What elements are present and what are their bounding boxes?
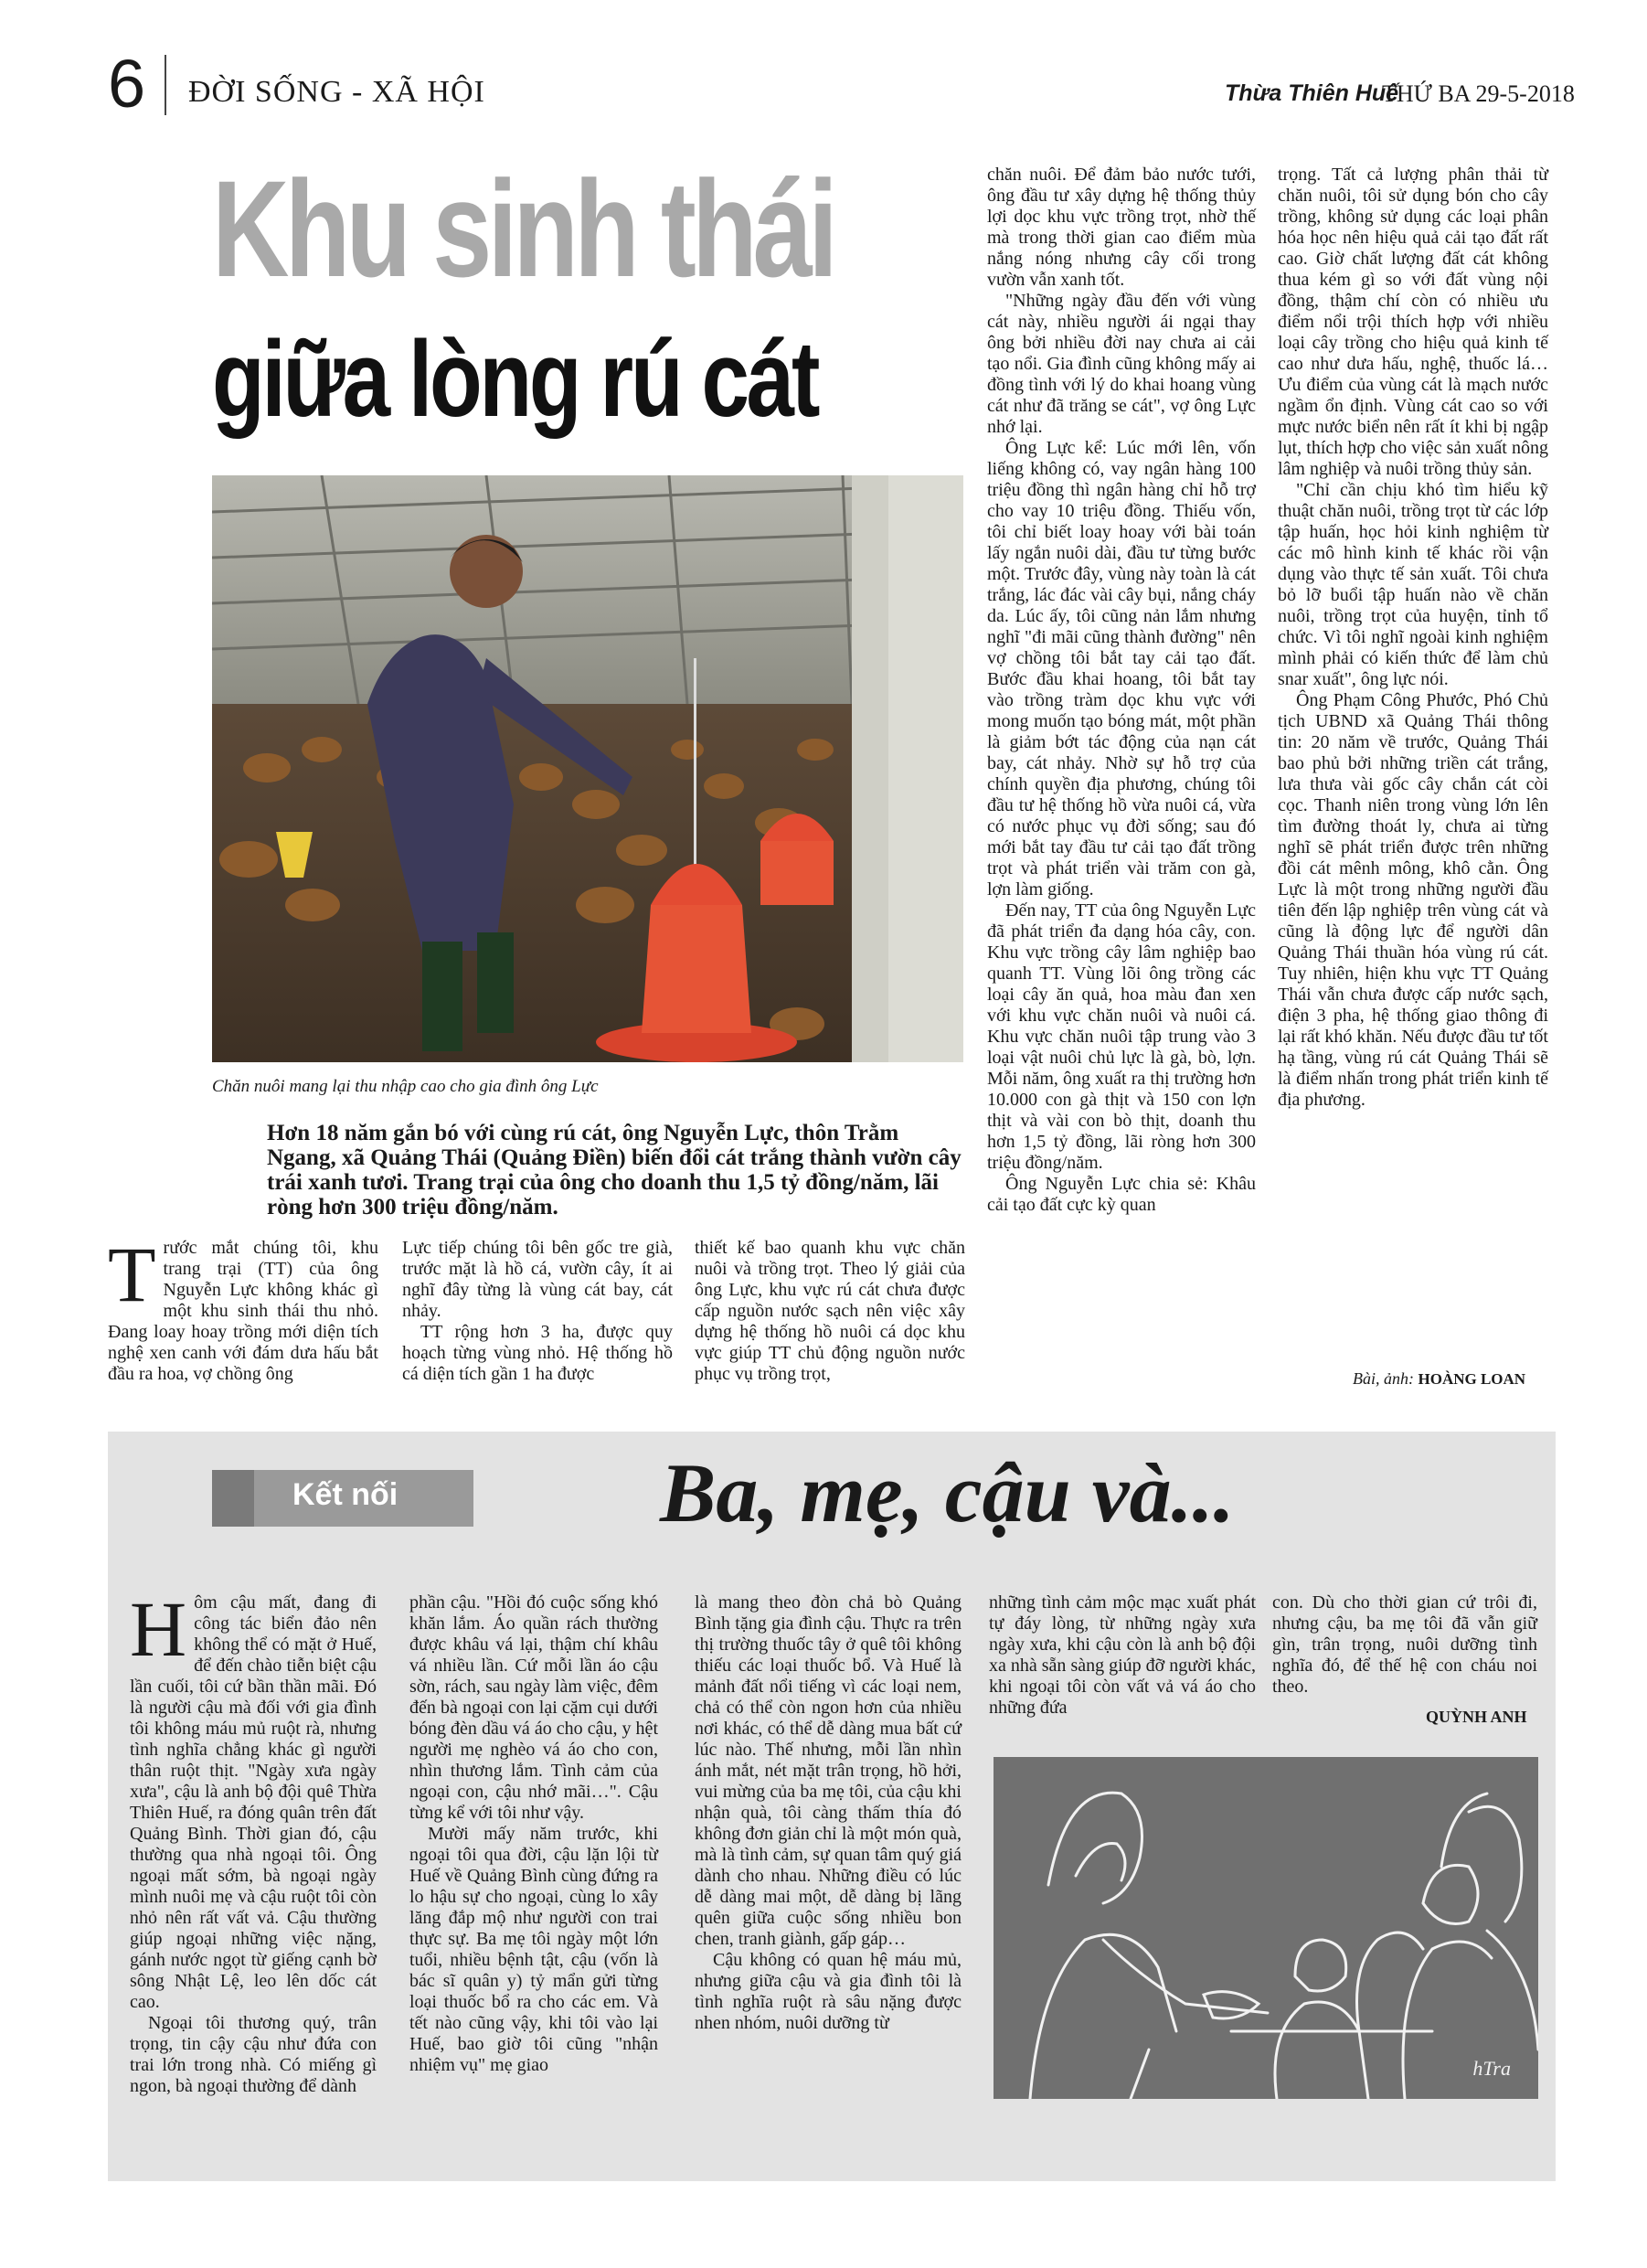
byline-prefix: Bài, ảnh:: [1353, 1369, 1414, 1388]
chicken-farm-photo: [212, 475, 963, 1062]
paragraph: chăn nuôi. Để đảm bảo nước tưới, ông đầu tư xây dựng hệ thống thủy lợi dọc khu vực trồng trọt, nhờ thế mà trong thời gian cao điểm mùa nắng nóng nhưng cây cối trong vườn vẫn xanh tốt.: [987, 165, 1256, 290]
newspaper-name: Thừa Thiên Huế: [1225, 80, 1399, 106]
essay-column-5: [1272, 1592, 1537, 1698]
section-tag-accent: [212, 1470, 254, 1527]
paragraph: Mười mấy năm trước, khi ngoại tôi qua đời, cậu lặn lội từ Huế về Quảng Bình cùng đứng ra lo hậu sự cho ngoại, cùng lo xây lăng đắp mộ như người con trai thực sự. Ba mẹ tôi ngày một lớn tuổi, nhiều bệnh tật, cậu (vốn là bác sĩ quân y) tỷ mẩn gửi từng loại thuốc bổ ra cho các em. Và tết nào cũng vậy, khi tôi vào lại Huế, bao giờ tôi cũng "nhận nhiệm vụ" mẹ giao: [409, 1824, 658, 2075]
photo-caption: Chăn nuôi mang lại thu nhập cao cho gia đình ông Lực: [212, 1077, 599, 1096]
family-line-illustration: [994, 1757, 1538, 2099]
line-drawing: [994, 1757, 1538, 2099]
paragraph: Lực tiếp chúng tôi bên gốc tre già, trước mặt là hồ cá, vườn cây, ít ai nghĩ đây từng là vùng cát bay, cát nhảy.: [402, 1238, 673, 1321]
essay-column-2: [409, 1592, 658, 2076]
article-column-3: [695, 1238, 965, 1385]
paragraph: phần cậu. "Hồi đó cuộc sống khó khăn lắm. Áo quần rách thường được khâu vá lại, thậm chí khâu vá nhiều lần. Cứ mỗi lần áo cậu sờn, rách, sau ngày làm việc, đêm đến bà ngoại con lại cặm cụi dưới bóng đèn dầu vá áo cho cậu, y hệt người mẹ nghèo vá áo cho con, nhìn thương lắm. Tình cảm của ngoại con, cậu nhớ mãi…". Cậu từng kể với tôi như vậy.: [409, 1592, 658, 1823]
paragraph: Ông Lực kể: Lúc mới lên, vốn liếng không có, vay ngân hàng 100 triệu đồng thì ngân hàng chỉ hỗ trợ cho vay 10 triệu đồng. Thiếu vốn, tôi chỉ biết loay hoay với bài toán lấy ngắn nuôi dài, đầu tư từng bước một. Trước đây, vùng này toàn là cát trắng, lác đác vài cây bụi, nắng cháy da. Lúc ấy, tôi cũng nản lắm nhưng nghĩ "đi mãi cũng thành đường" nên vợ chồng tôi bắt tay cải tạo đất. Bước đầu khai hoang, tôi bắt tay vào trồng tràm dọc khu vực với mong muốn tạo bóng mát, một phần là giảm bớt tác động của nạn cát bay, cát nhảy. Nhờ sự hỗ trợ của chính quyền địa phương, chúng tôi đầu tư hệ thống hồ vừa nuôi cá, vừa có nước phục vụ đời sống; sau đó mới bắt tay đầu tư cải tạo đất trồng trọt và phát triển vài trăm con gà, lợn làm giống.: [987, 438, 1256, 900]
paragraph: con. Dù cho thời gian cứ trôi đi, nhưng cậu, ba mẹ tôi đã vẫn giữ gìn, trân trọng, nuôi dưỡng tình nghĩa đó, để thế hệ con cháu noi theo.: [1272, 1592, 1537, 1697]
page-number: 6: [108, 46, 146, 122]
byline-author: HOÀNG LOAN: [1418, 1370, 1526, 1388]
article-title-line2: giữa lòng rú cát: [212, 319, 818, 440]
paragraph: "Những ngày đầu đến với vùng cát này, nhiều người ái ngại thay ông bởi nhiều đời nay chưa ai cải tạo nổi. Gia đình cũng không mấy ai đồng tình với lý do khai hoang vùng cát như đã trăng se cát", vợ ông Lực nhớ lại.: [987, 291, 1256, 437]
paragraph: là mang theo đòn chả bò Quảng Bình tặng gia đình cậu. Thực ra trên thị trường thuốc tây ở quê tôi không thiếu các loại thuốc bổ. Và Huế là mảnh đất nổi tiếng vì các loại nem, chả có thể còn ngon hơn của nhiều nơi khác, có thể dễ dàng mua bất cứ lúc nào. Thế nhưng, mỗi lần nhìn ánh mắt, nét mặt trân trọng, hồ hởi, vui mừng của ba mẹ tôi, của cậu khi nhận quà, tôi càng thấm thía đó không đơn giản chỉ là một món quà, mà là tình cảm, sự quan tâm quý giá dành cho nhau. Những điều có lúc dễ dàng mai một, dễ dàng bị lãng quên giữa cuộc sống nhiều bon chen, tranh giành, gấp gáp…: [695, 1592, 962, 1949]
article-title-line1: Khu sinh thái: [212, 152, 834, 305]
article-lead: Hơn 18 năm gắn bó với cùng rú cát, ông Nguyễn Lực, thôn Trằm Ngang, xã Quảng Thái (Quảng Điền) biến đổi cát trắng thành vườn cây trái xanh tươi. Trang trại của ông cho doanh thu 1,5 tỷ đồng/năm, lãi ròng hơn 300 triệu đồng/năm.: [267, 1121, 962, 1219]
essay-column-4: [989, 1592, 1256, 1719]
article-column-2: [402, 1238, 673, 1385]
section-tag-label: Kết nối: [292, 1477, 398, 1512]
paragraph: những tình cảm mộc mạc xuất phát tự đáy lòng, từ những ngày xưa ngày xưa, khi cậu còn là anh bộ đội xa nhà sẵn sàng giúp đỡ người khác, khi ngoại tôi còn vất vả vá áo cho những đứa: [989, 1592, 1256, 1718]
paragraph: "Chỉ cần chịu khó tìm hiểu kỹ thuật chăn nuôi, trồng trọt từ các lớp tập huấn, học hỏi kinh nghiệm từ các mô hình kinh tế khác rồi vận dụng vào thực tế sản xuất. Tôi chưa bỏ lỡ buổi tập huấn nào về chăn nuôi, trồng trọt của huyện, tỉnh tổ chức. Vì tôi nghĩ ngoài kinh nghiệm mình phải có kiến thức để làm chủ snar xuất", ông lực nói.: [1278, 480, 1548, 689]
essay-column-3: [695, 1592, 962, 2034]
article-byline: [1353, 1369, 1525, 1389]
drop-cap: T: [108, 1230, 156, 1318]
paragraph: Đến nay, TT của ông Nguyễn Lực đã phát triển đa dạng hóa cây, con. Khu vực trồng cây lâm nghiệp bao quanh TT. Vùng lõi ông trồng các loại cây ăn quả, hoa màu đan xen với khu vực chăn nuôi và nuôi cá. Khu vực chăn nuôi tập trung vào 3 loại vật nuôi chủ lực là gà, bò, lợn. Mỗi năm, ông xuất ra thị trường hơn 10.000 con gà thịt và 150 con lợn thịt và vài con bò thịt, doanh thu hơn 1,5 tỷ đồng, lãi ròng hơn 300 triệu đồng/năm.: [987, 900, 1256, 1173]
article-column-4: [987, 165, 1256, 1216]
section-title: ĐỜI SỐNG - XÃ HỘI: [188, 75, 485, 109]
illustrator-signature: hTra: [1472, 2057, 1511, 2080]
paragraph: trọng. Tất cả lượng phân thải từ chăn nuôi, tôi sử dụng bón cho cây trồng, không sử dụng các loại phân hóa học nên hiệu quả cải tạo đất rất cao. Giờ chất lượng đất cát không thua kém gì so với đất vùng nội đồng, thậm chí còn có nhiều ưu điểm nổi trội thích hợp với nhiều loại cây trồng cho hiệu quả kinh tế cao như dưa hấu, nghệ, thuốc lá… Ưu điểm của vùng cát là mạch nước ngầm ổn định. Vùng cát cao so với mực nước biển nên rất ít khi bị ngập lụt, thích hợp cho việc sản xuất nông lâm nghiệp và nuôi trồng thủy sản.: [1278, 165, 1548, 479]
paragraph: Ông Phạm Công Phước, Phó Chủ tịch UBND xã Quảng Thái thông tin: 20 năm về trước, Quảng Thái bao phủ bởi những triền cát trắng, lưa thưa vài gốc cây chắn cát còi cọc. Thanh niên trong vùng lớn lên tìm đường thoát ly, chưa ai từng nghĩ sẽ phát triển được trên những đồi cát mênh mông, khô cằn. Ông Lực là một trong những người đầu tiên đến lập nghiệp trên vùng cát và cũng là động lực để người dân Quảng Thái thuần hóa vùng rú cát. Tuy nhiên, hiện khu vực TT Quảng Thái vẫn chưa được cấp nước sạch, điện 3 pha, hệ thống giao thông đi lại rất khó khăn. Nếu được đầu tư tốt hạ tầng, vùng rú cát Quảng Thái sẽ là điểm nhấn trong phát triển kinh tế địa phương.: [1278, 690, 1548, 1110]
essay-title: Ba, mẹ, cậu và...: [660, 1446, 1235, 1539]
essay-column-1: [130, 1585, 377, 2097]
header-divider: [165, 55, 166, 115]
paragraph: Cậu không có quan hệ máu mủ, nhưng giữa cậu và gia đình tôi là tình nghĩa ruột rà sâu nặng được nhen nhóm, nuôi dưỡng từ: [695, 1950, 962, 2033]
issue-date: THỨ BA 29-5-2018: [1382, 80, 1575, 107]
paragraph: Ông Nguyễn Lực chia sẻ: Khâu cải tạo đất cực kỳ quan: [987, 1174, 1256, 1215]
farm-photo-illustration: [212, 475, 963, 1062]
essay-byline: QUỲNH ANH: [1426, 1708, 1527, 1726]
paragraph: Ngoại tôi thương quý, trân trọng, tin cậy cậu như đứa con trai lớn trong nhà. Có miếng gì ngon, bà ngoại thường để dành: [130, 2013, 377, 2096]
paragraph: rước mắt chúng tôi, khu trang trại (TT) của ông Nguyễn Lực không khác gì một khu sinh thái thu nhỏ. Đang loay hoay trồng mới diện tích nghệ xen canh với đám dưa hấu bắt đầu ra hoa, vợ chồng ông: [108, 1238, 378, 1384]
drop-cap: H: [130, 1585, 187, 1673]
article-column-1: [108, 1230, 378, 1385]
paragraph: ôm cậu mất, đang đi công tác biển đảo nên không thể có mặt ở Huế, để đến chào tiễn biệt cậu lần cuối, tôi cứ bần thần mãi. Đó là người cậu mà đối với gia đình tôi không máu mủ ruột rà, nhưng tình nghĩa chẳng khác gì người thân ruột thịt. "Ngày xưa ngày xưa", cậu là anh bộ đội quê Thừa Thiên Huế, ra đóng quân trên đất Quảng Bình. Thời gian đó, cậu thường qua nhà ngoại tôi. Ông ngoại mất sớm, bà ngoại ngày mình nuôi mẹ và cậu ruột tôi còn nhỏ nên rất vất vả. Cậu thường giúp ngoại những việc nặng, gánh nước ngọt từ giếng cạnh bờ sông Nhật Lệ, leo lên dốc cát cao.: [130, 1592, 377, 2012]
paragraph: TT rộng hơn 3 ha, được quy hoạch từng vùng nhỏ. Hệ thống hồ cá diện tích gần 1 ha được: [402, 1322, 673, 1384]
paragraph: thiết kế bao quanh khu vực chăn nuôi và trồng trọt. Theo lý giải của ông Lực, khu vực rú cát chưa được cấp nguồn nước sạch nên việc xây dựng hệ thống hồ nuôi cá dọc khu vực giúp TT chủ động nguồn nước phục vụ trồng trọt,: [695, 1238, 965, 1384]
article-column-5: [1278, 165, 1548, 1111]
